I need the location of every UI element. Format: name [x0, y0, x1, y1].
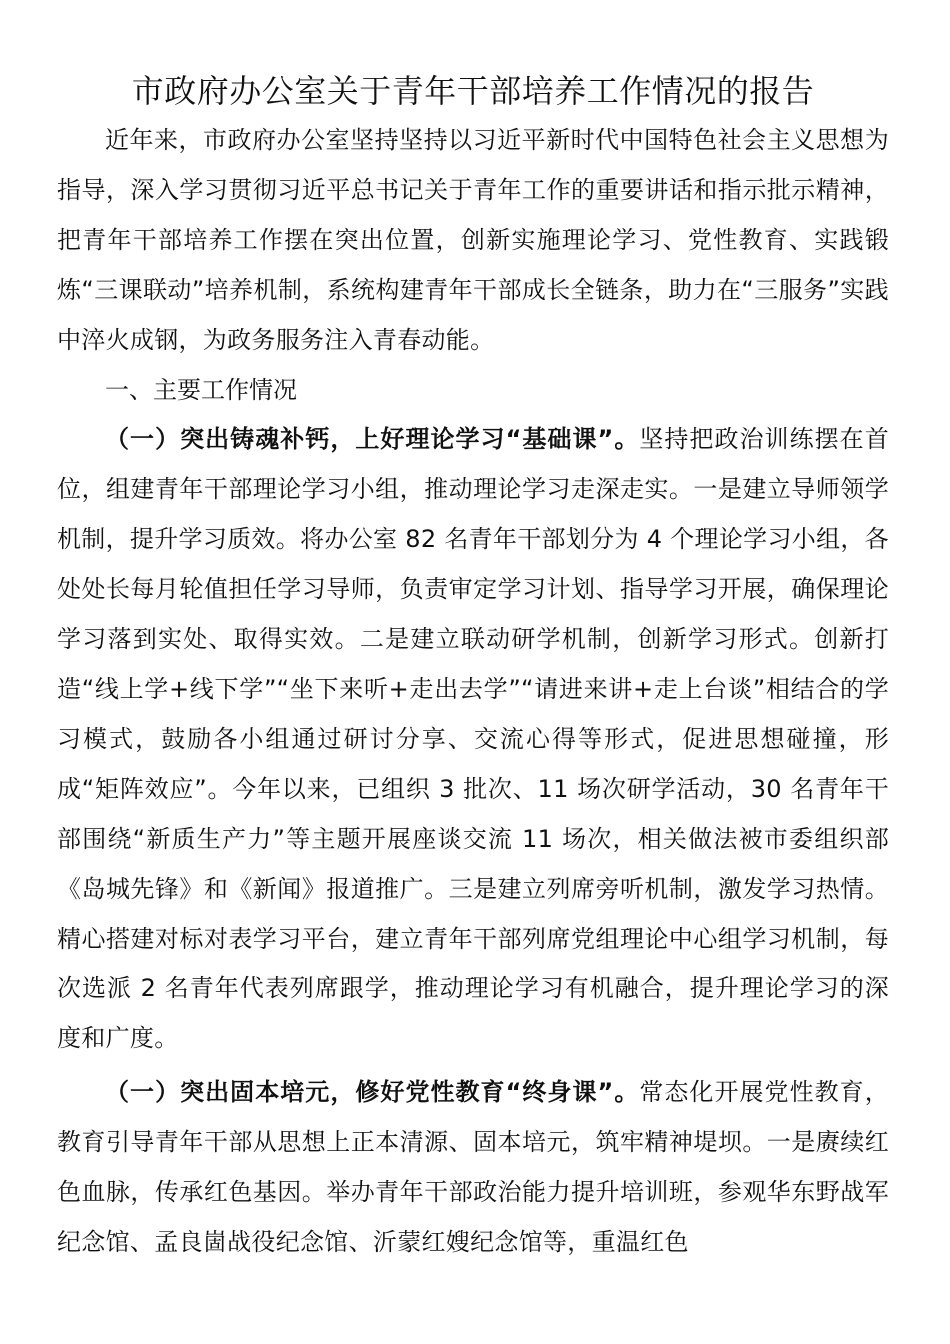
- document-title: 市政府办公室关于青年干部培养工作情况的报告: [131, 72, 815, 110]
- section-heading-main-work: 一、主要工作情况: [105, 375, 297, 404]
- intro-paragraph: 近年来，市政府办公室坚持坚持以习近平新时代中国特色社会主义思想为指导，深入学习贯彻习近平总书记关于青年工作的重要讲话和指示批示精神，把青年干部培养工作摆在突出位置，创新实施理论学习、党性教育、实践锻炼“三课联动”培养机制，系统构建青年干部成长全链条，助力在“三服务”实践中淬火成钢，为政务服务注入青春动能。: [57, 126, 889, 354]
- subsection-party-education: [57, 1068, 889, 1268]
- document-page: [57, 66, 889, 1268]
- subsection-theory-study-body: 坚持把政治训练摆在首位，组建青年干部理论学习小组，推动理论学习走深走实。一是建立导师领学机制，提升学习质效。将办公室 82 名青年干部划分为 4 个理论学习小组，各处处长每月轮值担任学习导师，负责审定学习计划、指导学习开展，确保理论学习落到实处、取得实效。二是建立联动研学机制，创新学习形式。创新打造“线上学+线下学”“坐下来听+走出去学”“请进来讲+走上台谈”相结合的学习模式，鼓励各小组通过研讨分享、交流心得等形式，促进思想碰撞，形成“矩阵效应”。今年以来，已组织 3 批次、11 场次研学活动，30 名青年干部围绕“新质生产力”等主题开展座谈交流 11 场次，相关做法被市委组织部《岛城先锋》和《新闻》报道推广。三是建立列席旁听机制，激发学习热情。精心搭建对标对表学习平台，建立青年干部列席党组理论中心组学习机制，每次选派 2 名青年代表列席跟学，推动理论学习有机融合，提升理论学习的深度和广度。: [57, 425, 889, 1053]
- subsection-party-education-body: 常态化开展党性教育，教育引导青年干部从思想上正本清源、固本培元，筑牢精神堤坝。一是赓续红色血脉，传承红色基因。举办青年干部政治能力提升培训班，参观华东野战军纪念馆、孟良崮战役纪念馆、沂蒙红嫂纪念馆等，重温红色: [57, 1078, 889, 1256]
- subsection-theory-study-lead: （一）突出铸魂补钙，上好理论学习“基础课”。: [105, 425, 640, 454]
- subsection-theory-study: [57, 415, 889, 1064]
- subsection-party-education-lead: （一）突出固本培元，修好党性教育“终身课”。: [105, 1078, 640, 1107]
